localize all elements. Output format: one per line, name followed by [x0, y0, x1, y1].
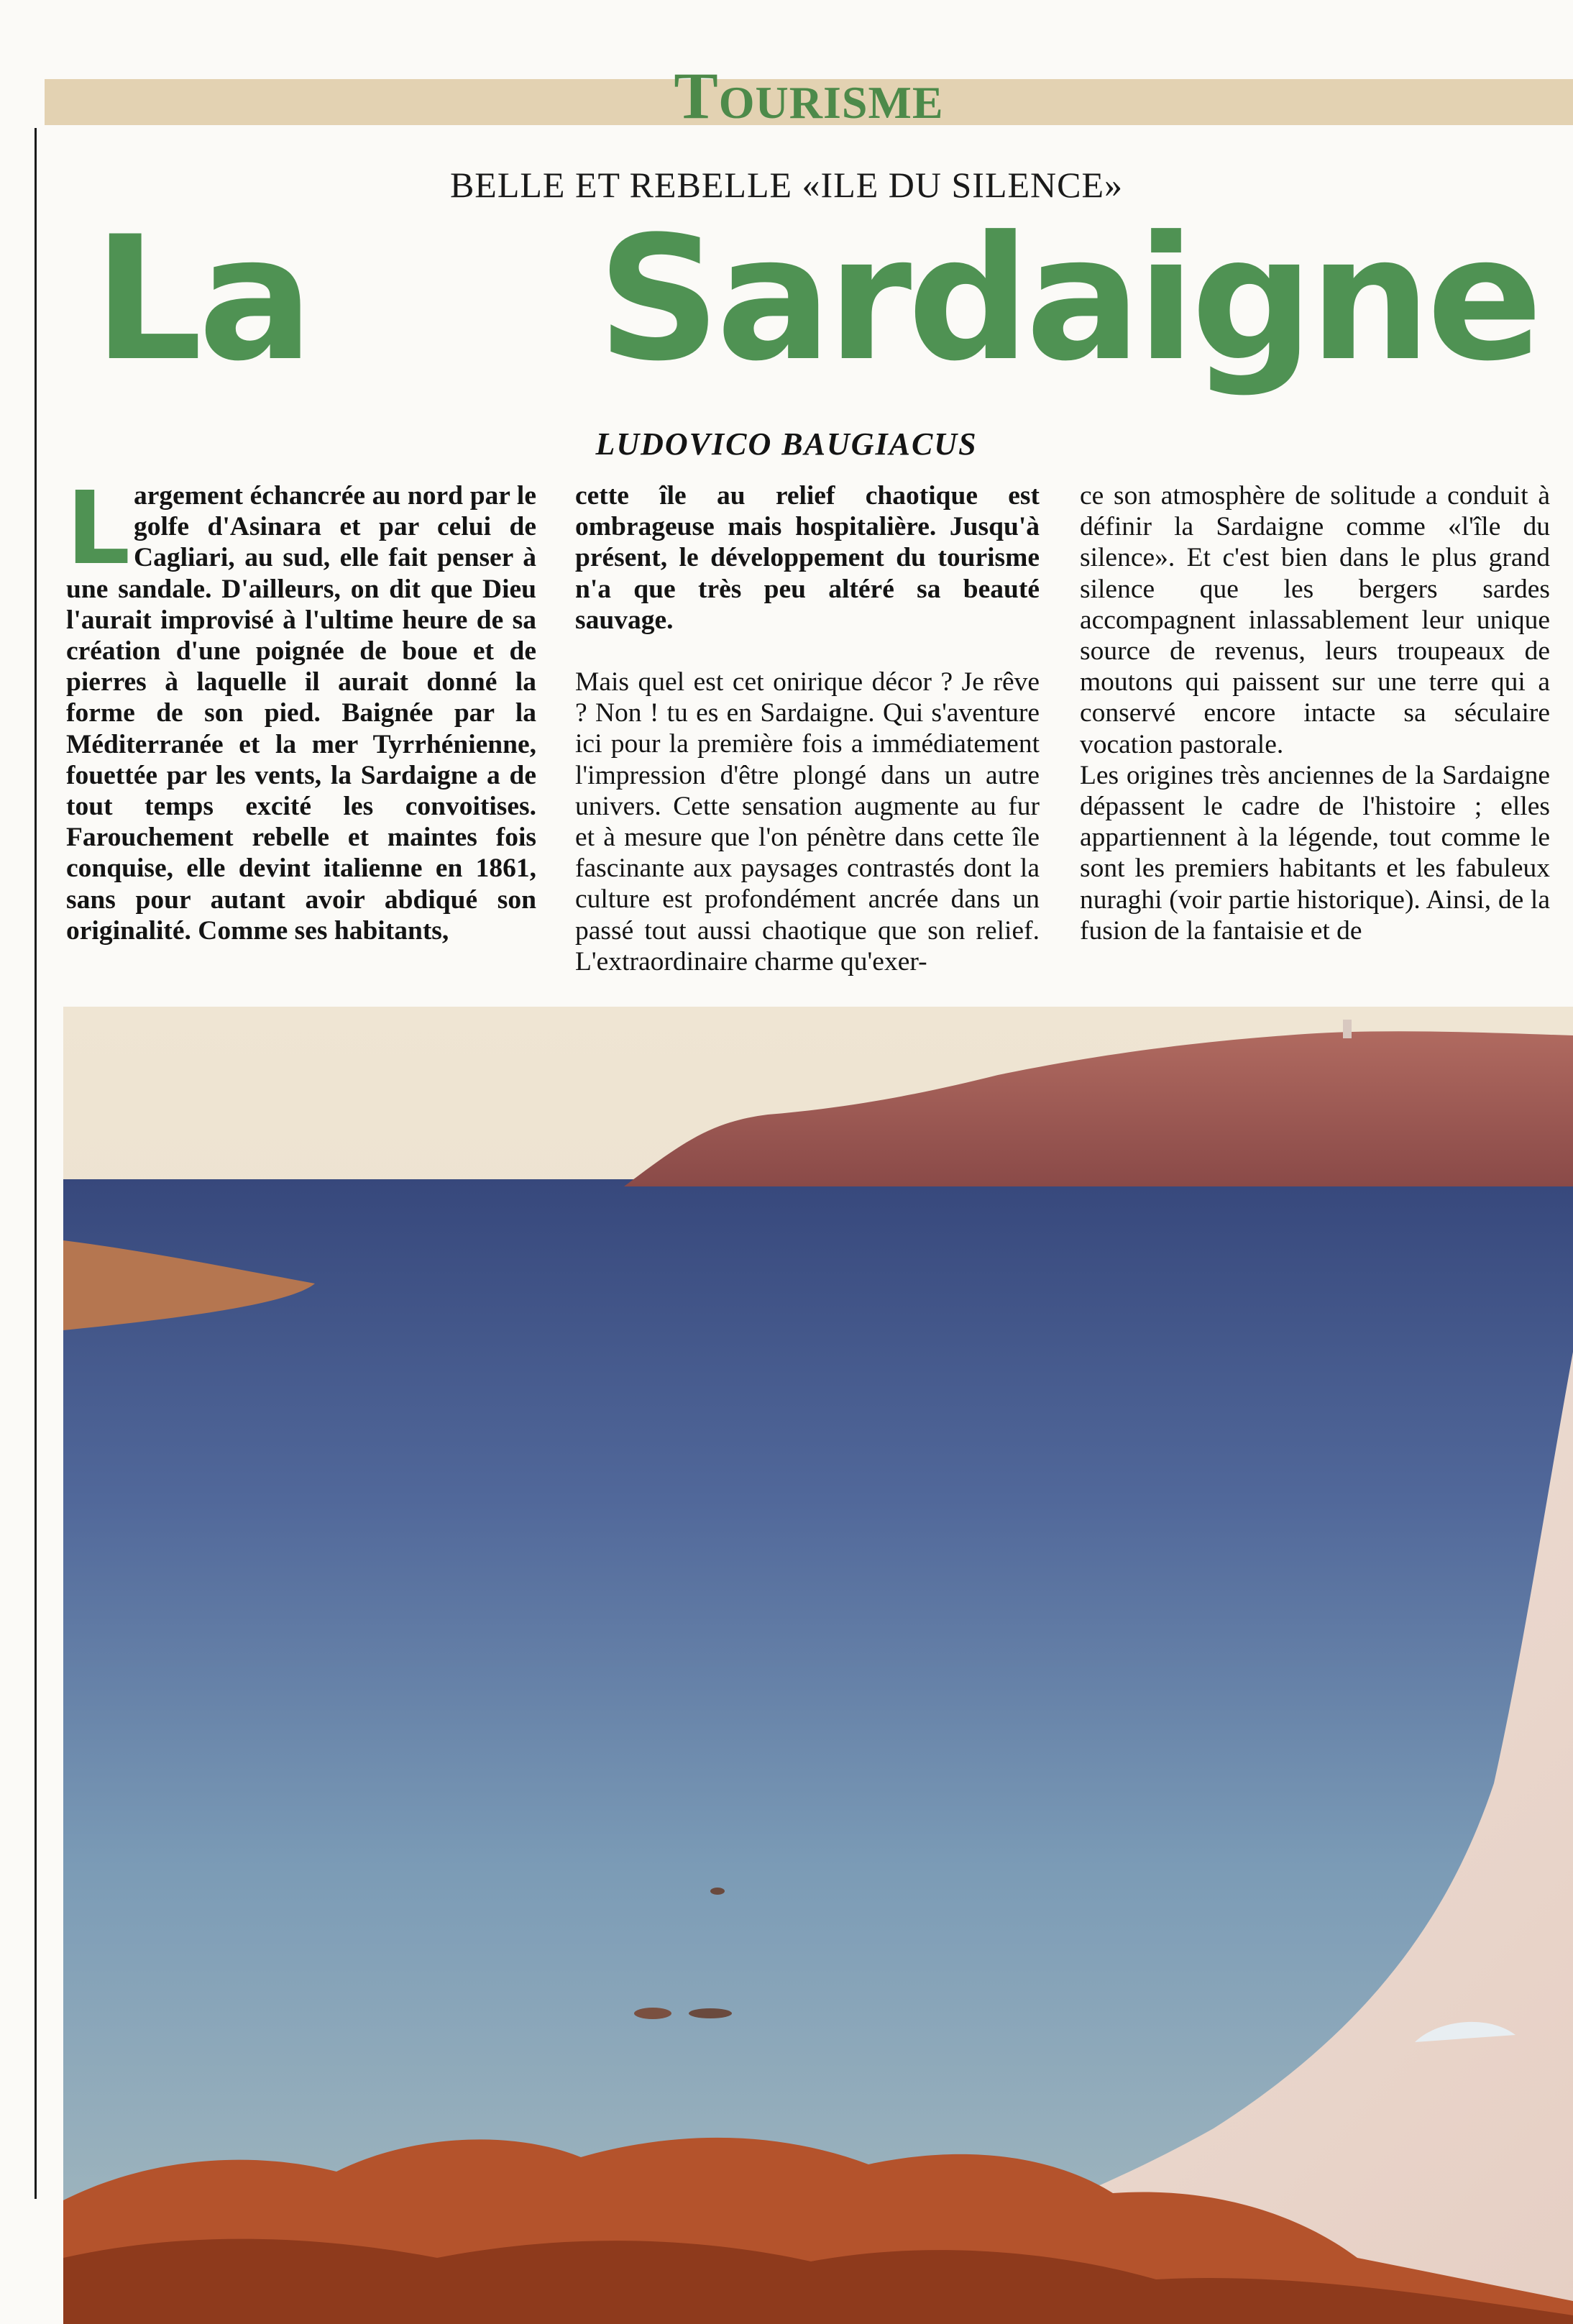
section-label: Tourisme: [674, 59, 944, 132]
swimmer: [710, 1888, 725, 1895]
byline: LUDOVICO BAUGIACUS: [595, 426, 978, 462]
drop-cap: L: [66, 480, 131, 587]
column-1-text: argement échancrée au nord par le golfe d'Asinara et par celui de Cagliari, au sud, elle fait penser à une sandale. D'ailleurs, on dit que Dieu l'aurait improvisé à l'ultime heure de sa création d'une poignée de boue et de pierres à laquelle il aurait donné la forme de son pied. Baignée par la Méditerranée et la mer Tyrrhénienne, fouettée par les vents, la Sardaigne a de tout temps excité les convoitises. Farouchement rebelle et maintes fois conquise, elle devint italienne en 1861, sans pour autant avoir abdiqué son originalité. Comme ses habitants,: [66, 481, 536, 946]
swimmer: [634, 2008, 671, 2019]
kicker: BELLE ET REBELLE «ILE DU SILENCE»: [449, 165, 1124, 205]
headline: [93, 200, 1538, 399]
column-3-paragraph-2: Les origines très anciennes de la Sardaigne dépassent le cadre de l'histoire ; elles appartiennent à la légende, tout comme le sont les premiers habitants et les fabuleux nuraghi (voir partie historique). Ainsi, de la fusion de la fantaisie et de: [1080, 760, 1550, 946]
section-band: [45, 59, 1573, 132]
headline-word-1: La: [93, 200, 310, 399]
article-column-3: [1080, 480, 1550, 984]
coastal-bay-photo: [63, 1007, 1573, 2324]
headline-word-2: Sardaigne: [597, 200, 1538, 399]
column-2-text: Mais quel est cet onirique décor ? Je rêve ? Non ! tu es en Sardaigne. Qui s'aventure ici pour la première fois a immédiatement l'impression d'être plongé dans un autre univers. Cette sensation augmente au fur et à mesure que l'on pénètre dans cette île fascinante aux paysages contrastés dont la culture est profondément ancrée dans un passé tout aussi chaotique que son relief. L'extraordinaire charme qu'exer-: [575, 667, 1040, 976]
swimmer: [689, 2008, 732, 2018]
watchtower: [1343, 1020, 1352, 1038]
column-3-paragraph-1: ce son atmosphère de solitude a conduit à définir la Sardaigne comme «l'île du silence». Et c'est bien dans le plus grand silence que les bergers sardes accompagnent inlassablement leur unique source de revenus, leurs troupeaux de moutons qui paissent sur une terre qui a conservé encore intacte sa séculaire vocation pastorale.: [1080, 481, 1550, 759]
article-column-1: [66, 480, 536, 984]
photo-illustration: [63, 1007, 1573, 2324]
column-2-lead: cette île au relief chaotique est ombrageuse mais hospitalière. Jusqu'à présent, le développement du tourisme n'a que très peu altéré sa beauté sauvage.: [575, 481, 1040, 635]
article-column-2: [575, 480, 1040, 984]
